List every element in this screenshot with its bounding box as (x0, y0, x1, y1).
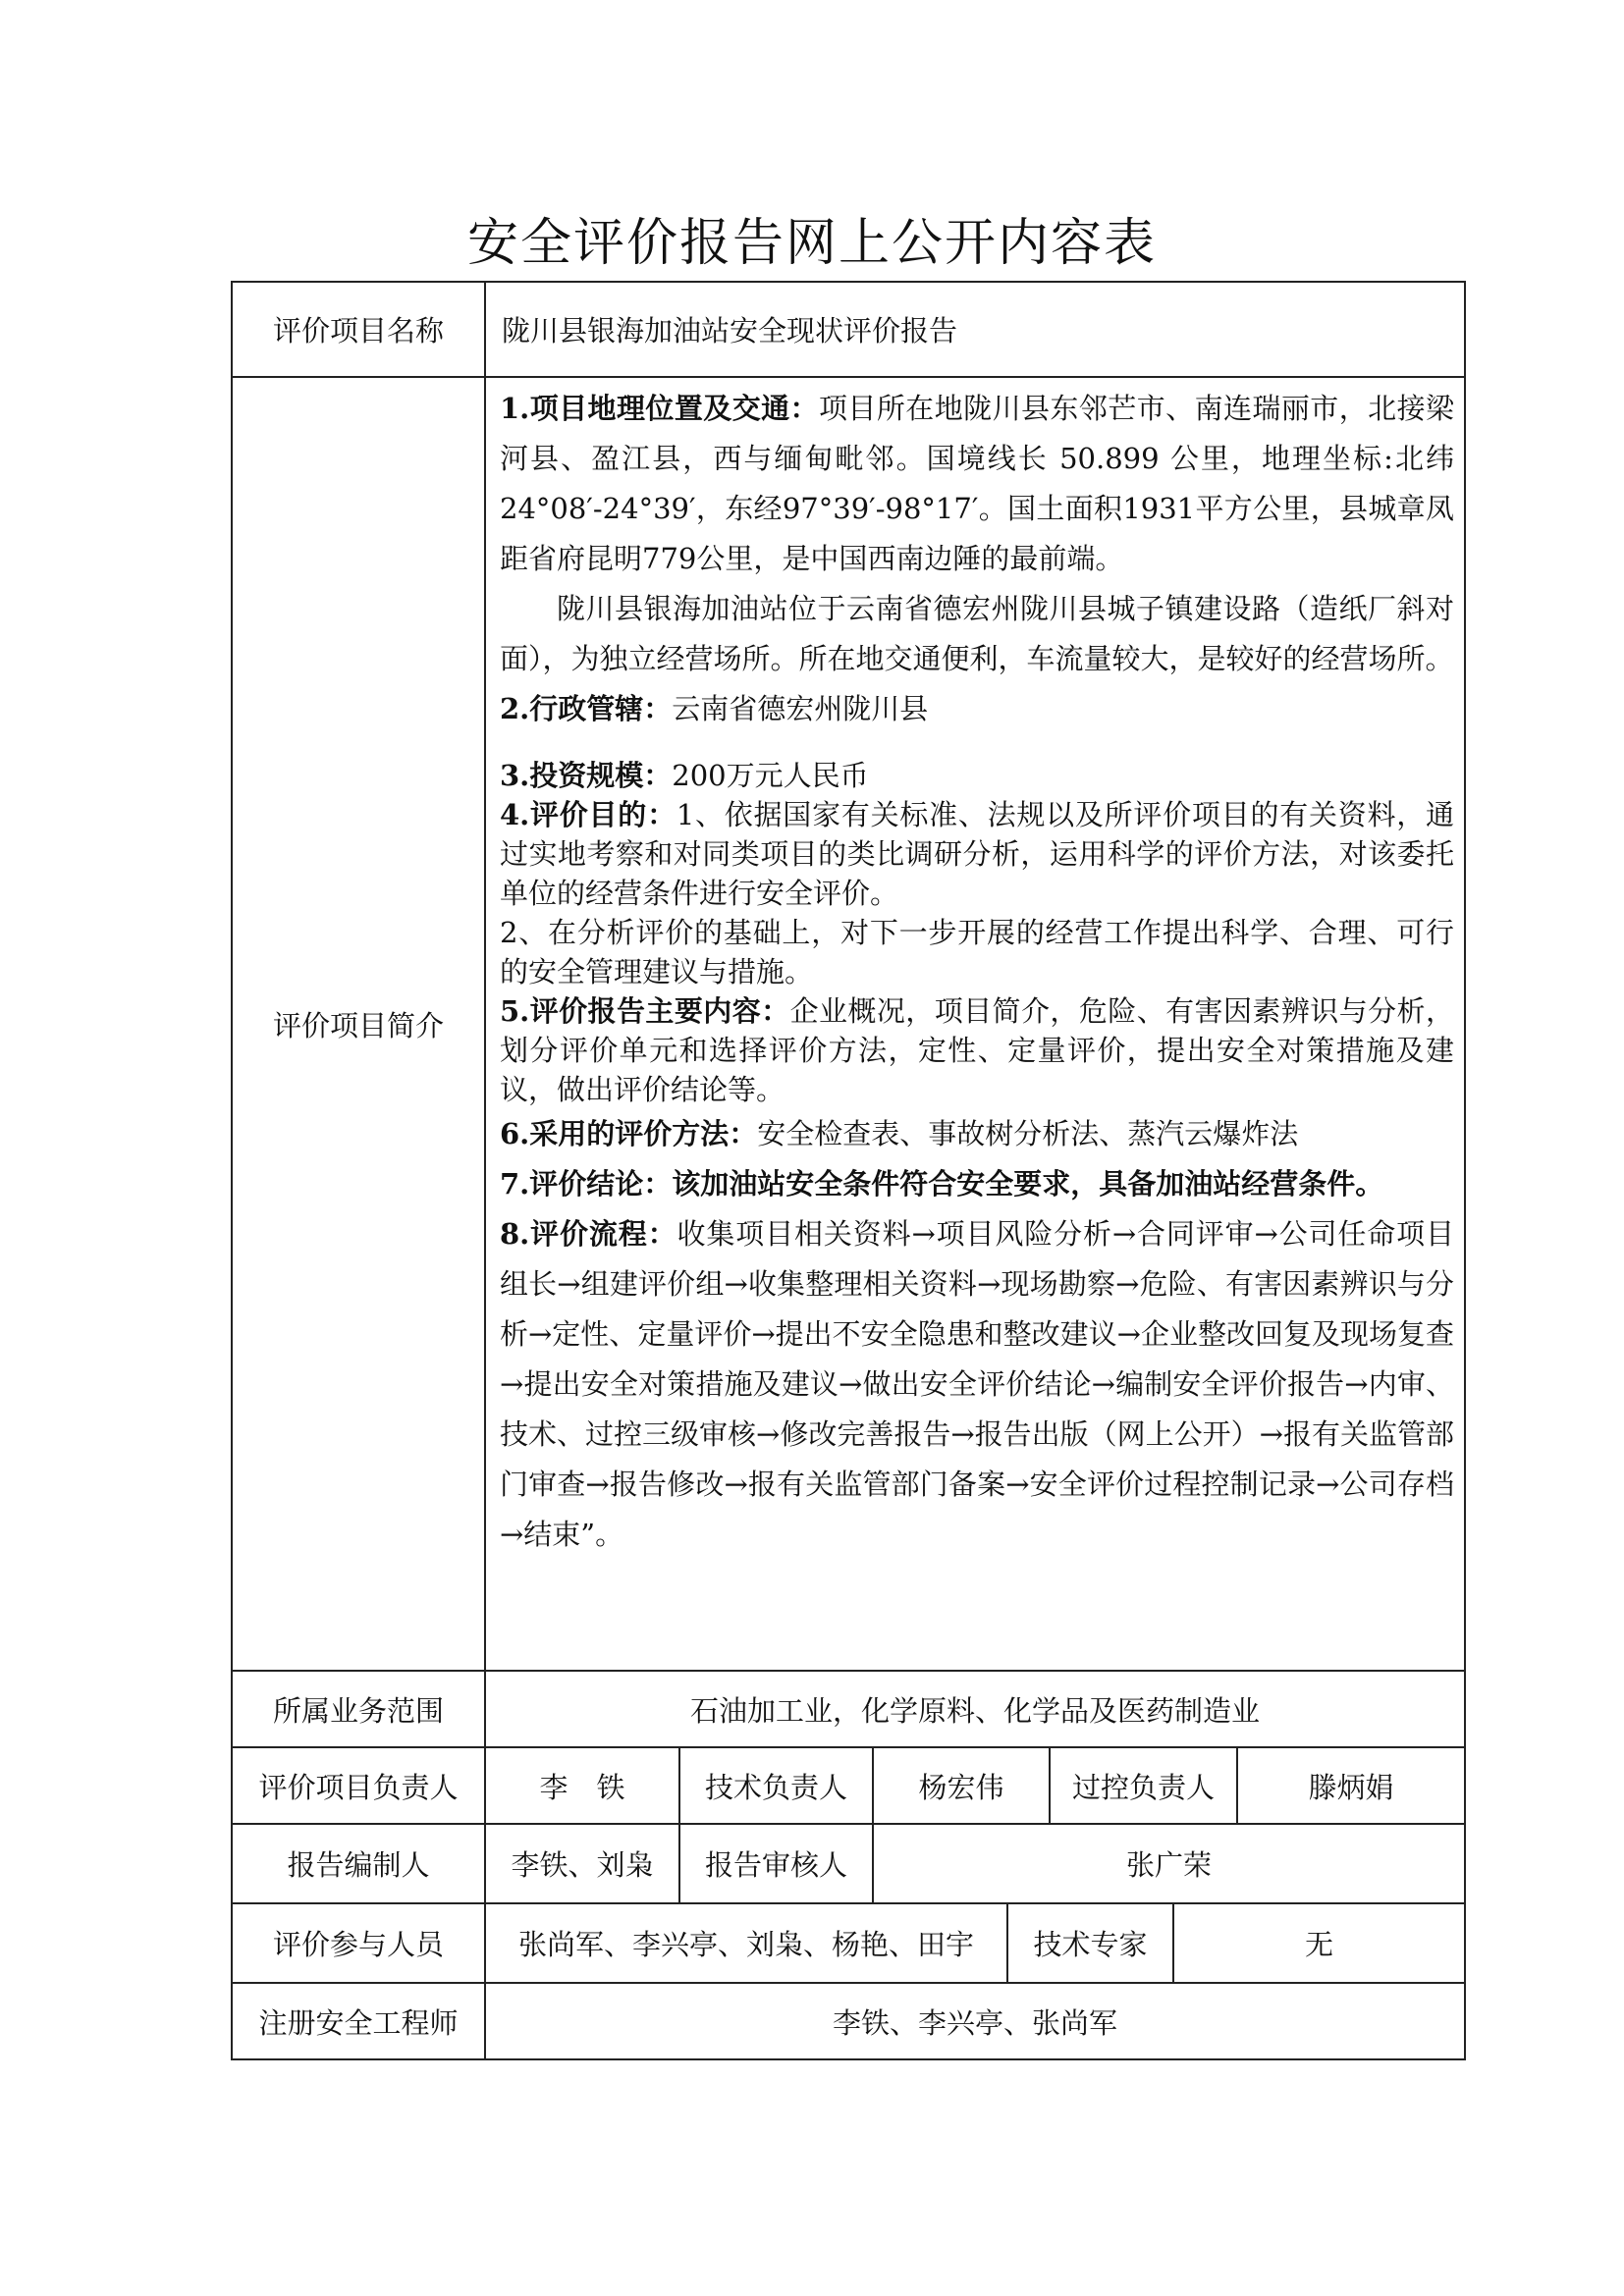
intro-section-8 (500, 1209, 1454, 1560)
expert-label: 技术专家 (1008, 1904, 1174, 1982)
intro-section-4 (500, 795, 1454, 913)
participants-label: 评价参与人员 (233, 1904, 486, 1982)
project-name-label: 评价项目名称 (233, 283, 486, 376)
reviewer-value: 张广荣 (1125, 1848, 1212, 1882)
intro-section-5 (500, 991, 1454, 1109)
section-2-body: 云南省德宏州陇川县 (672, 692, 929, 725)
participants-row (231, 1904, 1466, 1984)
intro-section-3 (500, 756, 1454, 795)
project-lead-label: 评价项目负责人 (233, 1748, 486, 1823)
qc-lead-value: 滕炳娟 (1308, 1770, 1394, 1804)
compiler-row (231, 1825, 1466, 1904)
intro-row (231, 378, 1466, 1672)
engineers-value: 李铁、李兴亭、张尚军 (832, 2005, 1117, 2040)
engineers-label: 注册安全工程师 (233, 1984, 486, 2058)
tech-lead-label: 技术负责人 (680, 1748, 874, 1823)
section-3-body: 200万元人民币 (672, 759, 869, 792)
intro-section-1 (500, 384, 1454, 584)
section-8-heading: 8.评价流程： (500, 1217, 677, 1251)
section-7-body: 该加油站安全条件符合安全要求，具备加油站经营条件。 (672, 1167, 1384, 1201)
expert-value: 无 (1304, 1928, 1333, 1961)
business-scope-value: 石油加工业，化学原料、化学品及医药制造业 (689, 1693, 1260, 1728)
leaders-row (231, 1748, 1466, 1825)
page-title: 安全评价报告网上公开内容表 (466, 214, 1157, 273)
business-scope-label: 所属业务范围 (233, 1672, 486, 1746)
section-2-heading: 2.行政管辖： (500, 692, 673, 725)
engineers-row (231, 1984, 1466, 2060)
section-6-body: 安全检查表、事故树分析法、蒸汽云爆炸法 (757, 1117, 1299, 1150)
project-name-value: 陇川县银海加油站安全现状评价报告 (502, 314, 958, 347)
section-1-body: 项目所在地陇川县东邻芒市、南连瑞丽市，北接梁河县、盈江县，西与缅甸毗邻。国境线长 50.899 公里，地理坐标:北纬24°08′-24°39′，东经97°39′-98°17′。国土面积1931平方公里，县城章凤距省府昆明779公里，是中国西南边陲的最前端。 (500, 392, 1454, 575)
section-8-body: 收集项目相关资料→项目风险分析→合同评审→公司任命项目组长→组建评价组→收集整理相关资料→现场勘察→危险、有害因素辨识与分析→定性、定量评价→提出不安全隐患和整改建议→企业整改回复及现场复查→提出安全对策措施及建议→做出安全评价结论→编制安全评价报告→内审、技术、过控三级审核→修改完善报告→报告出版（网上公开）→报有关监管部门审查→报告修改→报有关监管部门备案→安全评价过程控制记录→公司存档→结束”。 (500, 1217, 1454, 1551)
project-lead-value: 李 铁 (486, 1748, 680, 1823)
compiler-value: 李铁、刘枭 (486, 1825, 680, 1902)
qc-lead-label: 过控负责人 (1051, 1748, 1238, 1823)
section-4-body: 1、依据国家有关标准、法规以及所评价项目的有关资料，通过实地考察和对同类项目的类比调研分析，运用科学的评价方法，对该委托单位的经营条件进行安全评价。 (500, 798, 1454, 910)
section-6-heading: 6.采用的评价方法： (500, 1117, 758, 1150)
business-scope-row (231, 1672, 1466, 1748)
reviewer-label: 报告审核人 (680, 1825, 874, 1902)
compiler-label: 报告编制人 (233, 1825, 486, 1902)
section-5-heading: 5.评价报告主要内容： (500, 994, 790, 1028)
intro-section-7 (500, 1159, 1454, 1209)
section-1-heading: 1.项目地理位置及交通： (500, 392, 819, 425)
section-3-heading: 3.投资规模： (500, 759, 673, 792)
intro-section-6 (500, 1109, 1454, 1159)
project-name-row (231, 281, 1466, 378)
report-table (231, 281, 1466, 2060)
intro-content (486, 378, 1464, 1670)
intro-section-1-para2: 陇川县银海加油站位于云南省德宏州陇川县城子镇建设路（造纸厂斜对面），为独立经营场所。所在地交通便利，车流量较大，是较好的经营场所。 (500, 592, 1454, 675)
participants-value: 张尚军、李兴亭、刘枭、杨艳、田宇 (486, 1904, 1008, 1982)
intro-section-4-item2: 2、在分析评价的基础上，对下一步开展的经营工作提出科学、合理、可行的安全管理建议与措施。 (500, 916, 1454, 988)
intro-section-2 (500, 684, 1454, 734)
section-7-heading: 7.评价结论： (500, 1167, 673, 1201)
tech-lead-value: 杨宏伟 (874, 1748, 1051, 1823)
section-5-body: 企业概况，项目简介，危险、有害因素辨识与分析，划分评价单元和选择评价方法，定性、定量评价，提出安全对策措施及建议，做出评价结论等。 (500, 994, 1454, 1106)
section-4-heading: 4.评价目的： (500, 798, 677, 831)
intro-label: 评价项目简介 (233, 378, 486, 1670)
